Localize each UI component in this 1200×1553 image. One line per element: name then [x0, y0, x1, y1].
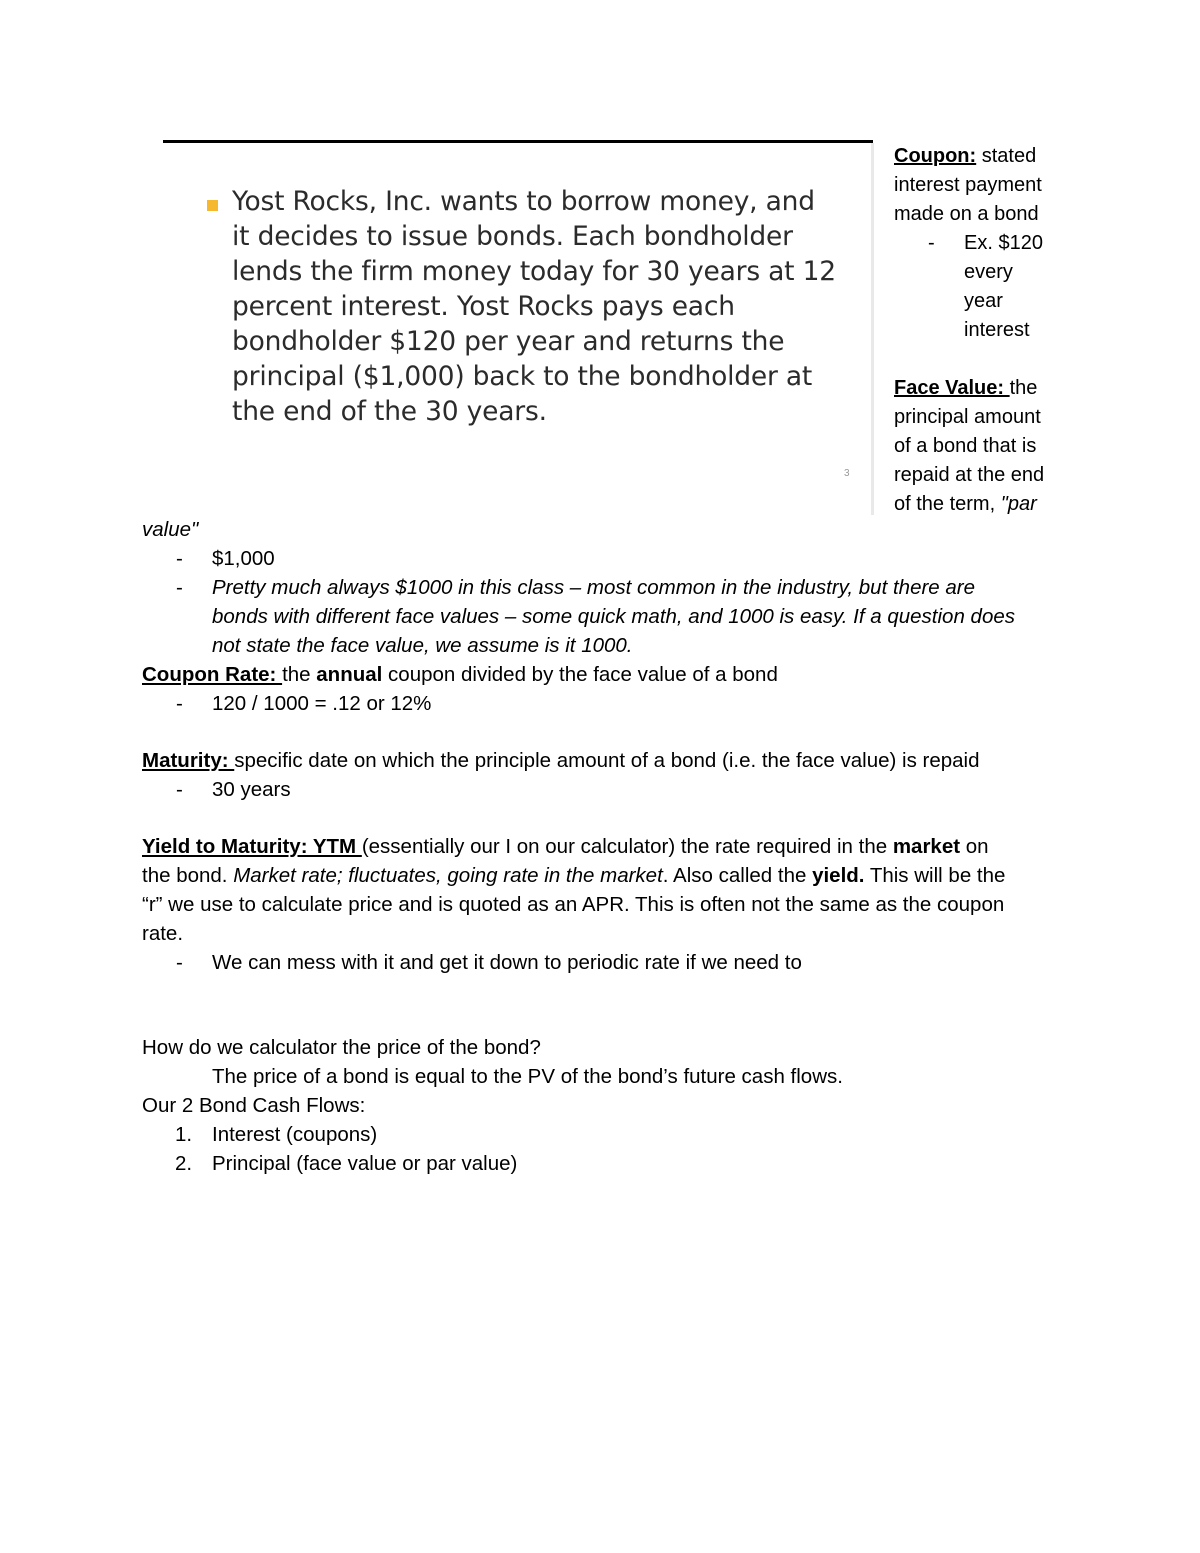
coupon-rate-def-text: the: [282, 663, 317, 686]
dash-bullet: -: [176, 576, 183, 599]
dash-bullet: -: [176, 951, 183, 974]
ytm-def-italic: Market rate; fluctuates, going rate in the market: [233, 864, 663, 887]
coupon-definition-line: [894, 142, 1064, 171]
list-item: [142, 948, 1082, 977]
maturity-term: Maturity:: [142, 749, 235, 772]
document-body: [142, 515, 1082, 1178]
dash-bullet: -: [176, 692, 183, 715]
ytm-term: Yield to Maturity: YTM: [142, 835, 362, 858]
slide-page-number: 3: [844, 468, 850, 479]
list-item-continuation: bonds with different face values – some quick math, and 1000 is easy. If a question does: [212, 605, 1016, 628]
coupon-term: Coupon:: [894, 145, 977, 167]
sidebar-definitions: [894, 142, 1064, 519]
slide-line: bondholder $120 per year and returns the: [232, 326, 785, 357]
slide-line: lends the firm money today for 30 years at 12: [232, 256, 836, 287]
list-item: [142, 1120, 1082, 1149]
maturity-def-text: specific date on which the principle amount of a bond (i.e. the face value) is repaid: [234, 749, 980, 772]
face-value-def-line: of a bond that is: [894, 435, 1037, 457]
face-value-def-line: principal amount: [894, 406, 1041, 428]
ytm-definition-line: “r” we use to calculate price and is quoted as an APR. This is often not the same as the coupon: [142, 893, 1005, 916]
list-item-text: We can mess with it and get it down to periodic rate if we need to: [212, 951, 802, 974]
list-item-text: 120 / 1000 = .12 or 12%: [212, 692, 432, 715]
ytm-definition-line: [142, 861, 1082, 890]
ytm-def-text: . Also called the: [662, 864, 813, 887]
coupon-def-text: stated: [976, 145, 1037, 167]
slide-line: the end of the 30 years.: [232, 396, 547, 427]
face-value-def-text: of the term,: [894, 493, 1001, 515]
par-value-continuation: value": [142, 518, 199, 541]
list-item: [142, 544, 1082, 573]
slide-bullet-icon: [207, 200, 218, 211]
slide-line: Yost Rocks, Inc. wants to borrow money, and: [232, 186, 815, 217]
coupon-rate-definition: [142, 660, 1082, 689]
coupon-example-line: year: [964, 290, 1003, 312]
cash-flows-heading: Our 2 Bond Cash Flows:: [142, 1094, 366, 1117]
coupon-def-line: made on a bond: [894, 203, 1039, 225]
maturity-definition: [142, 746, 1082, 775]
ytm-def-bold: yield.: [812, 864, 865, 887]
coupon-rate-term: Coupon Rate:: [142, 663, 283, 686]
coupon-def-line: interest payment: [894, 174, 1042, 196]
coupon-example: [894, 229, 1064, 258]
face-value-term: Face Value:: [894, 377, 1010, 399]
list-item-text: 30 years: [212, 778, 291, 801]
list-item: [142, 1149, 1082, 1178]
list-item-text: Interest (coupons): [212, 1123, 378, 1146]
ytm-def-text: on: [960, 835, 989, 858]
par-value-term: "par: [1000, 493, 1037, 515]
face-value-def-text: the: [1009, 377, 1038, 399]
price-answer: The price of a bond is equal to the PV of the bond’s future cash flows.: [212, 1065, 843, 1088]
slide-text: [232, 184, 852, 429]
coupon-example-line: every: [964, 261, 1013, 283]
list-item-text: $1,000: [212, 547, 275, 570]
slide-line: principal ($1,000) back to the bondholder at: [232, 361, 813, 392]
dash-bullet: -: [176, 778, 183, 801]
dash-bullet: -: [176, 547, 183, 570]
price-question: How do we calculator the price of the bond?: [142, 1036, 541, 1059]
list-item: [142, 775, 1082, 804]
list-item-text: Principal (face value or par value): [212, 1152, 518, 1175]
face-value-def-line: repaid at the end: [894, 464, 1045, 486]
list-item: [142, 573, 1082, 602]
slide-line: percent interest. Yost Rocks pays each: [232, 291, 735, 322]
face-value-definition-line: [894, 374, 1064, 403]
dash-bullet: -: [928, 232, 935, 254]
ytm-def-bold: market: [892, 835, 961, 858]
list-number: 2.: [175, 1152, 193, 1175]
list-item-continuation: not state the face value, we assume is it 1000.: [212, 634, 633, 657]
slide-top-rule: [163, 140, 873, 143]
coupon-rate-def-bold: annual: [316, 663, 383, 686]
list-item: [142, 689, 1082, 718]
ytm-def-text: This will be the: [864, 864, 1006, 887]
ytm-definition-line: rate.: [142, 922, 184, 945]
list-number: 1.: [175, 1123, 193, 1146]
slide-right-border: [871, 143, 874, 515]
ytm-def-text: (essentially our I on our calculator) the rate required in the: [361, 835, 893, 858]
coupon-rate-def-text: coupon divided by the face value of a bond: [382, 663, 778, 686]
list-item-text: Pretty much always $1000 in this class – most common in the industry, but there are: [212, 576, 976, 599]
ytm-def-text: the bond.: [142, 864, 234, 887]
ytm-definition-line: [142, 832, 1082, 861]
slide-line: it decides to issue bonds. Each bondholder: [232, 221, 793, 252]
slide-excerpt: [163, 140, 873, 518]
coupon-example-text: Ex. $120: [964, 232, 1043, 254]
coupon-example-line: interest: [964, 319, 1030, 341]
